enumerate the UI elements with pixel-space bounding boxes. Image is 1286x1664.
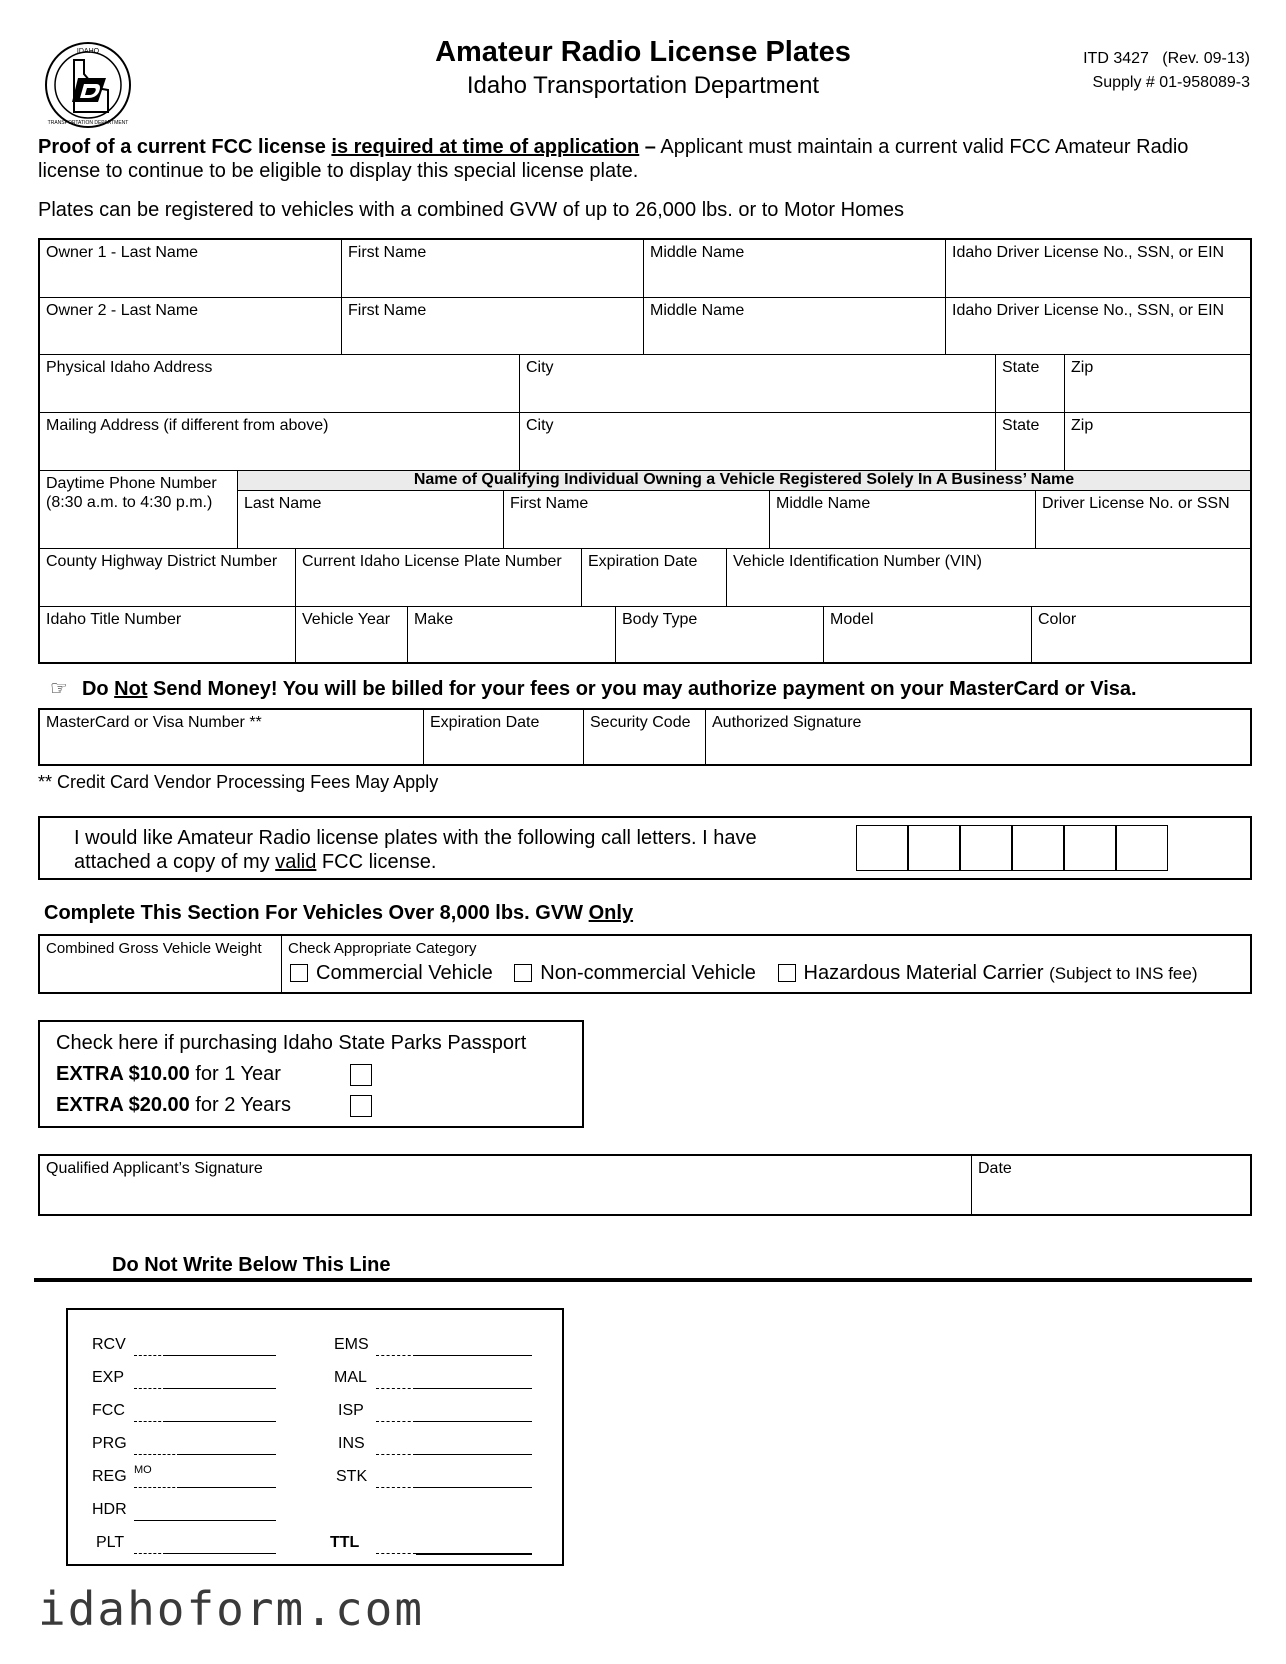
business-first-name-field[interactable]: First Name — [504, 491, 770, 549]
code-prg: PRG — [92, 1435, 127, 1452]
dash — [376, 1454, 416, 1455]
mailing-city-field[interactable]: City — [520, 413, 996, 471]
dash — [376, 1487, 416, 1488]
mailing-address-field[interactable]: Mailing Address (if different from above) — [40, 413, 520, 471]
category-field: Check Appropriate Category Commercial Vehicle Non-commercial Vehicle Hazardous Material Carrier (Subject to INS fee) — [288, 940, 1198, 984]
call-letters-text: I would like Amateur Radio license plates with the following call letters. I have attached a copy of my valid FCC license. — [74, 827, 757, 873]
owner-vehicle-form — [38, 238, 1252, 664]
dash — [376, 1421, 416, 1422]
isp-line[interactable] — [416, 1421, 532, 1422]
owner2-middle-name-field[interactable]: Middle Name — [644, 298, 946, 355]
call-letter-box-4[interactable] — [1012, 825, 1064, 871]
fcc-line[interactable] — [166, 1421, 276, 1422]
call-letter-box-2[interactable] — [908, 825, 960, 871]
dash — [134, 1355, 166, 1356]
office-use-heading: Do Not Write Below This Line — [112, 1254, 391, 1276]
code-mal: MAL — [334, 1369, 367, 1386]
physical-address-field[interactable]: Physical Idaho Address — [40, 355, 520, 413]
dash — [134, 1421, 166, 1422]
department-logo — [44, 40, 132, 130]
code-ins: INS — [338, 1435, 365, 1452]
code-isp: ISP — [338, 1402, 364, 1419]
physical-city-field[interactable]: City — [520, 355, 996, 413]
parks-two-year-label: EXTRA $20.00 for 2 Years — [56, 1094, 291, 1116]
dash — [134, 1454, 180, 1455]
code-ems: EMS — [334, 1336, 369, 1353]
watermark: idahoform.com — [38, 1582, 425, 1636]
call-letter-box-5[interactable] — [1064, 825, 1116, 871]
card-number-field[interactable]: MasterCard or Visa Number ** — [40, 710, 424, 764]
fcc-requirement-notice: Proof of a current FCC license is required at time of application – Applicant must maintain a current valid FCC Amateur Radio license to continue to be eligible to display this special license plate. — [38, 136, 1189, 182]
dash — [134, 1553, 166, 1554]
dash — [376, 1553, 416, 1554]
parks-two-year-checkbox[interactable] — [350, 1095, 372, 1117]
physical-zip-field[interactable]: Zip — [1065, 355, 1250, 413]
supply-number: Supply # 01-958089-3 — [1092, 74, 1250, 91]
make-field[interactable]: Make — [408, 607, 616, 662]
color-field[interactable]: Color — [1038, 611, 1077, 628]
commercial-option[interactable]: Commercial Vehicle — [290, 962, 493, 984]
noncommercial-checkbox[interactable] — [514, 964, 532, 982]
combined-weight-field[interactable]: Combined Gross Vehicle Weight — [40, 936, 282, 992]
page-title: Amateur Radio License Plates — [435, 36, 851, 68]
plate-expiration-field[interactable]: Expiration Date — [582, 549, 727, 607]
commercial-checkbox[interactable] — [290, 964, 308, 982]
form-id: ITD 3427 (Rev. 09-13) — [1083, 50, 1250, 67]
gvw-section-heading: Complete This Section For Vehicles Over 8,000 lbs. GVW Only — [44, 902, 634, 924]
hazmat-checkbox[interactable] — [778, 964, 796, 982]
ttl-line[interactable] — [416, 1553, 532, 1555]
parks-one-year-label: EXTRA $10.00 for 1 Year — [56, 1063, 281, 1085]
code-ttl: TTL — [330, 1534, 360, 1551]
reg-line[interactable] — [180, 1487, 276, 1488]
hdr-line[interactable] — [134, 1520, 276, 1521]
vin-field[interactable]: Vehicle Identification Number (VIN) — [727, 549, 1250, 607]
business-last-name-field[interactable]: Last Name — [238, 491, 504, 549]
applicant-signature-field[interactable]: Qualified Applicant’s Signature — [40, 1156, 972, 1214]
county-district-field[interactable]: County Highway District Number — [40, 549, 296, 607]
reg-mo-label: MO — [134, 1464, 152, 1476]
owner2-id-field[interactable]: Idaho Driver License No., SSN, or EIN — [946, 298, 1250, 355]
page-subtitle: Idaho Transportation Department — [466, 72, 820, 99]
authorized-signature-field[interactable]: Authorized Signature — [712, 714, 862, 731]
owner1-id-field[interactable]: Idaho Driver License No., SSN, or EIN — [946, 240, 1250, 298]
gvw-eligibility-note: Plates can be registered to vehicles with a combined GVW of up to 26,000 lbs. or to Motor Homes — [38, 199, 904, 221]
business-dl-field[interactable]: Driver License No. or SSN — [1036, 491, 1250, 549]
dash — [134, 1487, 180, 1488]
title-number-field[interactable]: Idaho Title Number — [40, 607, 296, 662]
dash — [134, 1388, 166, 1389]
state-parks-passport-section — [38, 1020, 584, 1128]
dash — [376, 1388, 416, 1389]
code-reg: REG — [92, 1468, 127, 1485]
model-field[interactable]: Model — [824, 607, 1032, 662]
divider-line — [34, 1278, 1252, 1282]
plt-line[interactable] — [166, 1553, 276, 1554]
code-hdr: HDR — [92, 1501, 127, 1518]
card-expiration-field[interactable]: Expiration Date — [424, 710, 584, 764]
business-middle-name-field[interactable]: Middle Name — [770, 491, 1036, 549]
code-plt: PLT — [96, 1534, 125, 1551]
code-rcv: RCV — [92, 1336, 126, 1353]
idaho-seal-icon — [44, 40, 132, 130]
applicant-signature-form — [38, 1154, 1252, 1216]
svg-text:TRANSPORTATION DEPARTMENT: TRANSPORTATION DEPARTMENT — [47, 120, 129, 126]
pointing-hand-icon: ☞ — [50, 678, 68, 700]
call-letter-box-6[interactable] — [1116, 825, 1168, 871]
gvw-form — [38, 934, 1252, 994]
ins-line[interactable] — [416, 1454, 532, 1455]
physical-state-field[interactable]: State — [996, 355, 1065, 413]
prg-line[interactable] — [180, 1454, 276, 1455]
rcv-line[interactable] — [166, 1355, 276, 1356]
security-code-field[interactable]: Security Code — [584, 710, 706, 764]
payment-notice: ☞ Do Not Send Money! You will be billed for your fees or you may authorize payment on your MasterCard or Visa. — [50, 678, 1137, 700]
office-use-box — [66, 1308, 564, 1566]
vehicle-year-field[interactable]: Vehicle Year — [296, 607, 408, 662]
owner1-last-name-field[interactable]: Owner 1 - Last Name — [40, 240, 342, 298]
mal-line[interactable] — [416, 1388, 532, 1389]
code-exp: EXP — [92, 1369, 125, 1386]
business-owner-heading: Name of Qualifying Individual Owning a Vehicle Registered Solely In A Business’ Name — [238, 471, 1250, 491]
noncommercial-option[interactable]: Non-commercial Vehicle — [514, 962, 756, 984]
owner1-middle-name-field[interactable]: Middle Name — [644, 240, 946, 298]
exp-line[interactable] — [166, 1388, 276, 1389]
ems-line[interactable] — [416, 1355, 532, 1356]
body-type-field[interactable]: Body Type — [616, 607, 824, 662]
call-letter-box-1[interactable] — [856, 825, 908, 871]
call-letters-section — [38, 816, 1252, 880]
parks-one-year-checkbox[interactable] — [350, 1064, 372, 1086]
signature-date-field[interactable]: Date — [978, 1160, 1012, 1177]
parks-heading: Check here if purchasing Idaho State Parks Passport — [56, 1032, 527, 1054]
owner2-last-name-field[interactable]: Owner 2 - Last Name — [40, 298, 342, 355]
stk-line[interactable] — [416, 1487, 532, 1488]
current-plate-field[interactable]: Current Idaho License Plate Number — [296, 549, 582, 607]
hazmat-option[interactable]: Hazardous Material Carrier (Subject to INS fee) — [778, 962, 1198, 984]
svg-text:IDAHO: IDAHO — [76, 48, 100, 55]
dash — [376, 1355, 416, 1356]
payment-form — [38, 708, 1252, 766]
call-letter-box-3[interactable] — [960, 825, 1012, 871]
mailing-state-field[interactable]: State — [996, 413, 1065, 471]
owner2-first-name-field[interactable]: First Name — [342, 298, 644, 355]
code-fcc: FCC — [92, 1402, 125, 1419]
processing-fee-note: ** Credit Card Vendor Processing Fees May Apply — [38, 772, 439, 792]
mailing-zip-field[interactable]: Zip — [1065, 413, 1250, 471]
owner1-first-name-field[interactable]: First Name — [342, 240, 644, 298]
daytime-phone-field[interactable]: Daytime Phone Number (8:30 a.m. to 4:30 p.m.) — [40, 471, 238, 549]
code-stk: STK — [336, 1468, 368, 1485]
